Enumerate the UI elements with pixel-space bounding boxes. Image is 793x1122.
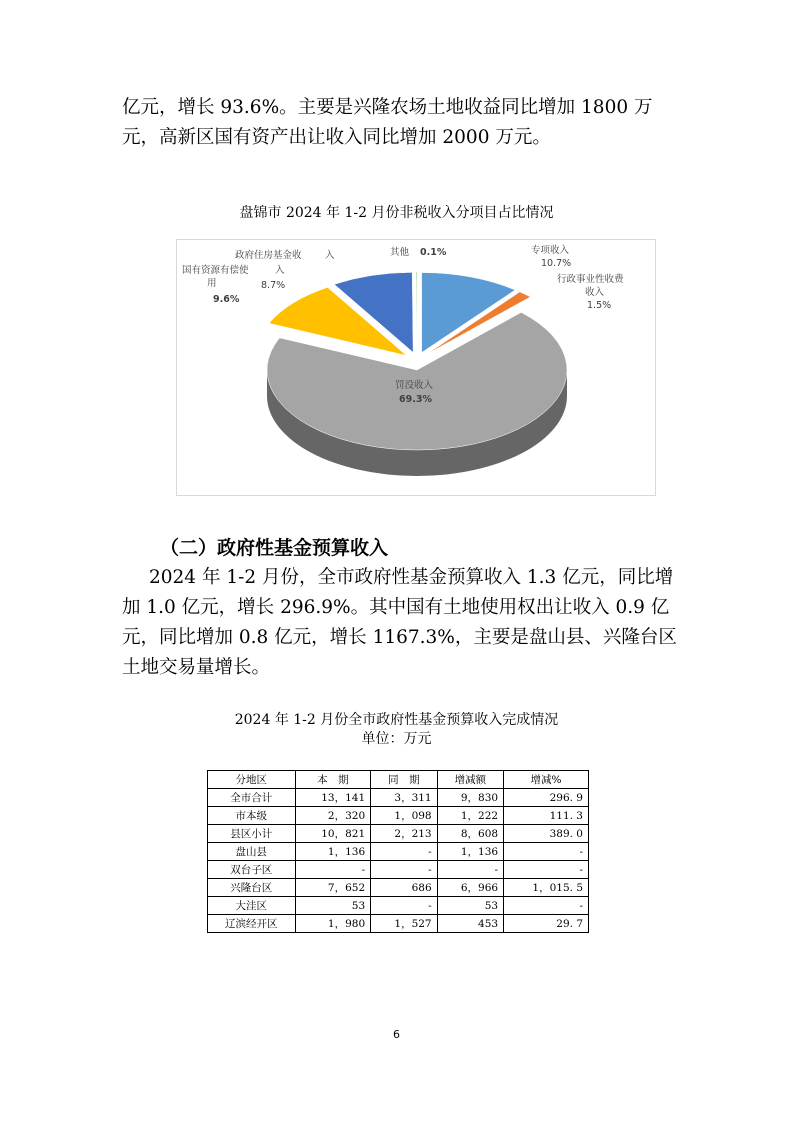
table-cell-value: 7，652 [295, 879, 371, 897]
table-title: 2024 年 1-2 月份全市政府性基金预算收入完成情况 [234, 712, 559, 728]
table-row [208, 915, 589, 933]
label-qita-pct: 0.1% [420, 247, 447, 258]
label-guoyou-name-2: 用 [207, 278, 217, 289]
page-number: 6 [393, 1028, 400, 1041]
header-change-pct: 增减% [504, 771, 589, 789]
header-same-period: 同 期 [371, 771, 437, 789]
table-cell-value: 1，098 [371, 807, 437, 825]
label-zhufang-name-2: 入 [325, 250, 335, 261]
label-guoyou-pct: 9.6% [213, 294, 240, 305]
table-cell-value: 53 [295, 897, 371, 915]
table-cell-value: - [295, 861, 371, 879]
table-cell-value: 13，141 [295, 789, 371, 807]
table-cell-value: 111. 3 [504, 807, 589, 825]
label-fameo-pct: 69.3% [399, 394, 432, 405]
table-cell-value: - [504, 897, 589, 915]
pie-slice [416, 272, 417, 352]
pie-chart-title: 盘锦市 2024 年 1-2 月份非税收入分项目占比情况 [239, 205, 554, 221]
table-cell-value: 2，320 [295, 807, 371, 825]
table-cell-value: 296. 9 [504, 789, 589, 807]
table-row [208, 879, 589, 897]
table-title-block [0, 711, 793, 749]
table-cell-value: 2，213 [371, 825, 437, 843]
label-fameo-name: 罚没收入 [395, 380, 434, 391]
table-cell-value: - [371, 897, 437, 915]
header-region: 分地区 [208, 771, 296, 789]
table-cell-region: 县区小计 [208, 825, 296, 843]
paragraph-top: 亿元，增长 93.6%。主要是兴隆农场土地收益同比增加 1800 万元，高新区国有资产出让收入同比增加 2000 万元。 [122, 97, 653, 148]
table-row [208, 789, 589, 807]
label-qita-name: 其他 [390, 247, 410, 258]
table-row [208, 861, 589, 879]
label-guoyou-name-1: 国有资源有偿使 [182, 265, 249, 276]
table-cell-value: - [437, 861, 503, 879]
table-cell-region: 市本级 [208, 807, 296, 825]
table-unit: 单位：万元 [361, 731, 432, 747]
table-cell-value: 1，527 [371, 915, 437, 933]
table-cell-region: 双台子区 [208, 861, 296, 879]
fund-revenue-table [207, 770, 589, 933]
table-cell-value: - [504, 843, 589, 861]
table-cell-value: 1，222 [437, 807, 503, 825]
table-cell-value: 1，136 [437, 843, 503, 861]
label-zhuanxiang-pct: 10.7% [541, 258, 572, 269]
label-xingzheng-name-2: 收入 [585, 287, 605, 298]
table-cell-value: 10，821 [295, 825, 371, 843]
table-cell-region: 辽滨经开区 [208, 915, 296, 933]
table-row [208, 843, 589, 861]
label-guoyou-name-1b: 入 [275, 265, 285, 276]
table-cell-value: 389. 0 [504, 825, 589, 843]
pie-chart [177, 240, 657, 497]
label-xingzheng-pct: 1.5% [587, 300, 612, 311]
table-cell-value: 686 [371, 879, 437, 897]
table-cell-value: 9，830 [437, 789, 503, 807]
header-change: 增减额 [437, 771, 503, 789]
table-cell-value: 1，980 [295, 915, 371, 933]
table-cell-region: 全市合计 [208, 789, 296, 807]
table-cell-value: - [371, 861, 437, 879]
table-cell-value: 6，966 [437, 879, 503, 897]
section-heading: （二）政府性基金预算收入 [160, 537, 389, 559]
table-row [208, 897, 589, 915]
table-cell-value: 1，136 [295, 843, 371, 861]
table-cell-value: 453 [437, 915, 503, 933]
label-zhufang-name-1: 政府住房基金收 [235, 250, 302, 261]
table-cell-value: 53 [437, 897, 503, 915]
table-cell-value: 8，608 [437, 825, 503, 843]
table-cell-value: - [504, 861, 589, 879]
paragraph-fund: 2024 年 1-2 月份，全市政府性基金预算收入 1.3 亿元，同比增加 1.0 亿元，增长 296.9%。其中国有土地使用权出让收入 0.9 亿元，同比增加 0.8 亿元，增长 1167.3%，主要是盘山县、兴隆台区土地交易量增长。 [122, 567, 677, 678]
label-xingzheng-name-1: 行政事业性收费 [557, 274, 624, 285]
table-row [208, 807, 589, 825]
table-cell-region: 大洼区 [208, 897, 296, 915]
label-zhufang-pct: 8.7% [261, 280, 286, 291]
table-cell-region: 盘山县 [208, 843, 296, 861]
table-cell-value: 1，015. 5 [504, 879, 589, 897]
table-header-row [208, 771, 589, 789]
table-row [208, 825, 589, 843]
label-zhuanxiang-name: 专项收入 [531, 245, 570, 256]
table-cell-region: 兴隆台区 [208, 879, 296, 897]
header-current: 本 期 [295, 771, 371, 789]
pie-chart-frame [176, 239, 656, 496]
table-cell-value: - [371, 843, 437, 861]
table-cell-value: 29. 7 [504, 915, 589, 933]
table-cell-value: 3，311 [371, 789, 437, 807]
